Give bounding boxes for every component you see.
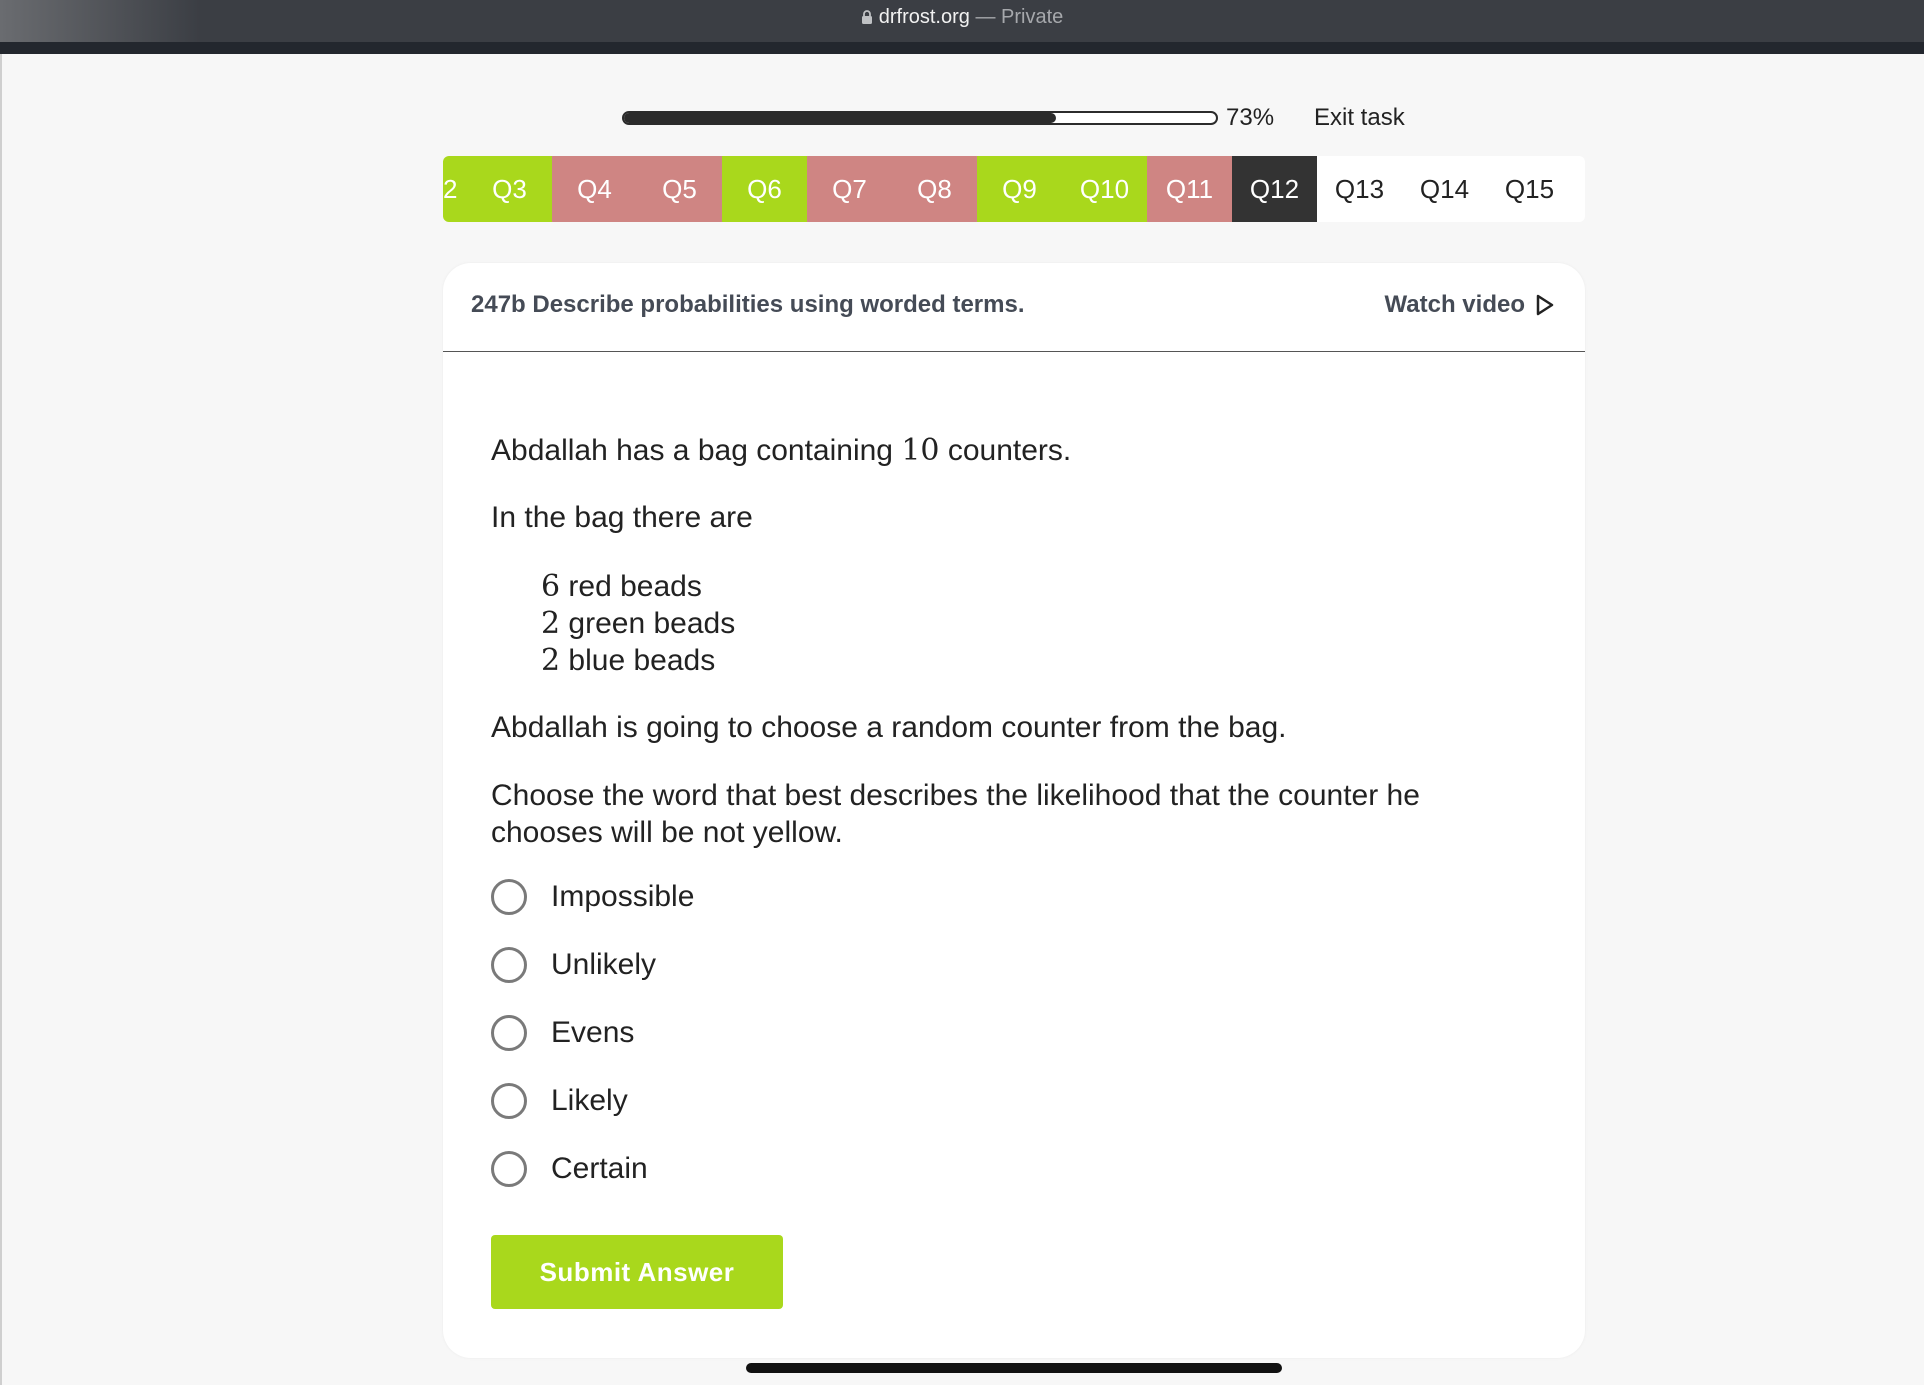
lock-icon bbox=[861, 8, 873, 31]
option-label: Likely bbox=[551, 1084, 628, 1117]
home-indicator bbox=[746, 1363, 1282, 1373]
radio-button[interactable] bbox=[491, 879, 527, 915]
watch-video-button[interactable] bbox=[1385, 291, 1555, 319]
question-tab-q5[interactable]: Q5 bbox=[637, 156, 722, 222]
option-unlikely[interactable] bbox=[491, 947, 656, 983]
question-tab-q11[interactable]: Q11 bbox=[1147, 156, 1232, 222]
radio-button[interactable] bbox=[491, 1151, 527, 1187]
bead-label: green beads bbox=[560, 607, 736, 640]
bead-count: 2 bbox=[541, 606, 561, 641]
question-tab-q9[interactable]: Q9 bbox=[977, 156, 1062, 222]
question-prompt-line1: Choose the word that best describes the likelihood that the counter he bbox=[491, 779, 1420, 812]
bag-contents-intro: In the bag there are bbox=[491, 501, 753, 534]
option-label: Impossible bbox=[551, 880, 695, 913]
bead-line-red bbox=[541, 569, 702, 604]
question-tab-q10[interactable]: Q10 bbox=[1062, 156, 1147, 222]
question-tab-q13[interactable]: Q13 bbox=[1317, 156, 1402, 222]
question-tab-q3[interactable]: Q3 bbox=[467, 156, 552, 222]
question-tab-q12[interactable]: Q12 bbox=[1232, 156, 1317, 222]
play-triangle-icon bbox=[1535, 293, 1555, 317]
submit-answer-button[interactable]: Submit Answer bbox=[491, 1235, 783, 1309]
skill-title: 247b Describe probabilities using worded terms. bbox=[471, 291, 1025, 318]
question-intro bbox=[491, 433, 1071, 468]
radio-button[interactable] bbox=[491, 947, 527, 983]
question-tab-q7[interactable]: Q7 bbox=[807, 156, 892, 222]
question-intro-post: counters. bbox=[939, 434, 1072, 467]
page-edge-divider bbox=[0, 54, 2, 1385]
option-label: Unlikely bbox=[551, 948, 657, 981]
bead-count: 6 bbox=[541, 569, 561, 604]
browser-bar-shadow bbox=[0, 42, 1924, 54]
address-bar[interactable] bbox=[0, 6, 1924, 31]
option-likely[interactable] bbox=[491, 1083, 628, 1119]
question-tabs bbox=[443, 156, 1585, 222]
question-prompt-line2: chooses will be not yellow. bbox=[491, 816, 843, 849]
counter-total: 10 bbox=[901, 433, 940, 468]
question-tab-q6[interactable]: Q6 bbox=[722, 156, 807, 222]
exit-task-link[interactable]: Exit task bbox=[1314, 104, 1405, 131]
option-impossible[interactable] bbox=[491, 879, 694, 915]
progress-bar-fill bbox=[624, 113, 1056, 123]
bead-line-green bbox=[541, 606, 735, 641]
bead-count: 2 bbox=[541, 643, 561, 678]
question-tab-q4[interactable]: Q4 bbox=[552, 156, 637, 222]
bead-line-blue bbox=[541, 643, 715, 678]
progress-percent: 73% bbox=[1226, 104, 1275, 131]
option-label: Evens bbox=[551, 1016, 635, 1049]
question-card bbox=[443, 263, 1585, 1358]
progress-bar bbox=[622, 111, 1218, 125]
bead-label: blue beads bbox=[560, 644, 716, 677]
question-tab-q14[interactable]: Q14 bbox=[1402, 156, 1487, 222]
radio-button[interactable] bbox=[491, 1083, 527, 1119]
option-evens[interactable] bbox=[491, 1015, 634, 1051]
question-tab-2[interactable]: 2 bbox=[443, 156, 467, 222]
random-choice-text: Abdallah is going to choose a random counter from the bag. bbox=[491, 711, 1287, 744]
option-label: Certain bbox=[551, 1152, 648, 1185]
url-separator: — bbox=[969, 6, 1002, 28]
question-tab-q15[interactable]: Q15 bbox=[1487, 156, 1572, 222]
browser-top-bar bbox=[0, 0, 1924, 42]
bead-label: red beads bbox=[560, 570, 702, 603]
private-mode-label: Private bbox=[1001, 6, 1064, 28]
radio-button[interactable] bbox=[491, 1015, 527, 1051]
question-intro-pre: Abdallah has a bag containing bbox=[491, 434, 902, 467]
url-domain: drfrost.org bbox=[878, 6, 970, 28]
card-header bbox=[443, 263, 1585, 352]
watch-video-label: Watch video bbox=[1384, 291, 1525, 318]
question-tab-q8[interactable]: Q8 bbox=[892, 156, 977, 222]
option-certain[interactable] bbox=[491, 1151, 648, 1187]
